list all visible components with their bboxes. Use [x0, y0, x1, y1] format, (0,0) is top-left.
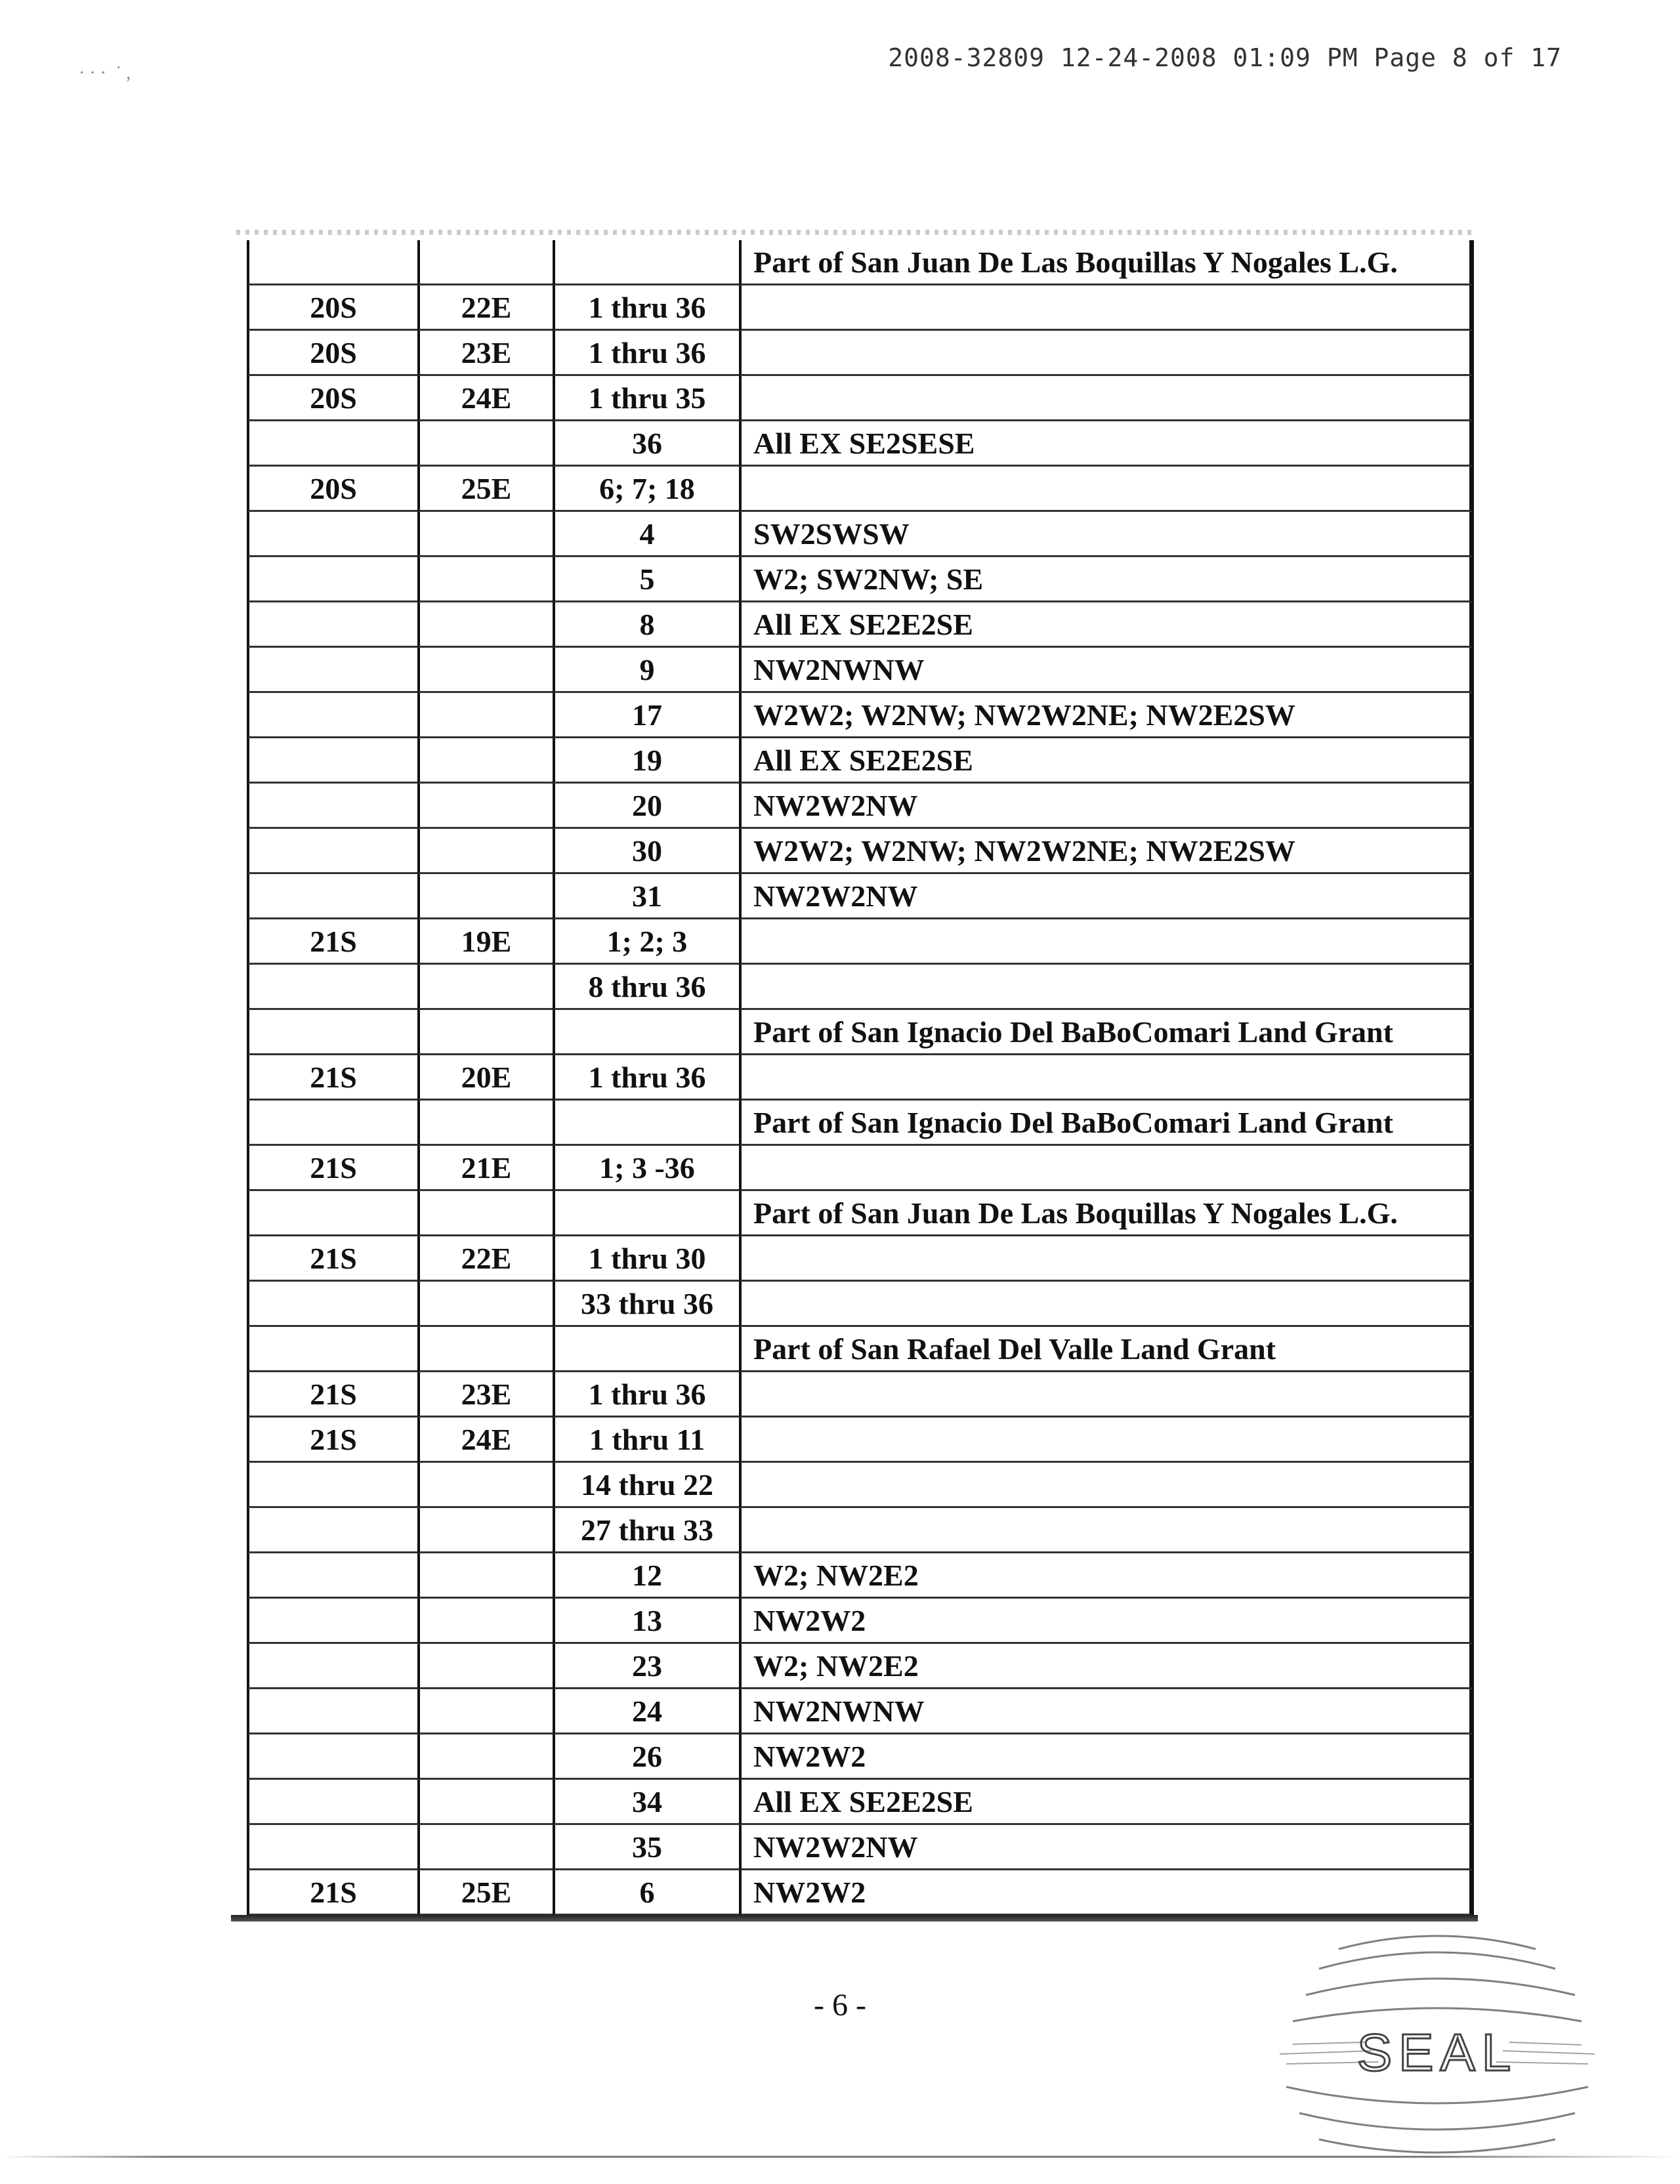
table-row	[247, 1644, 1474, 1689]
table-row	[247, 648, 1474, 693]
table-row	[247, 1780, 1474, 1825]
scan-edge-line	[0, 2156, 1680, 2158]
table-row	[247, 1553, 1474, 1599]
description-cell: W2; NW2E2	[739, 1553, 1474, 1599]
township-cell	[247, 784, 417, 829]
range-cell: 21E	[417, 1146, 553, 1191]
township-cell: 21S	[247, 1372, 417, 1418]
table-row	[247, 1055, 1474, 1101]
sections-cell: 6	[553, 1870, 739, 1916]
township-cell	[247, 965, 417, 1010]
township-cell	[247, 693, 417, 738]
top-dotted-rule	[236, 230, 1477, 235]
township-cell: 20S	[247, 331, 417, 376]
description-cell: NW2NWNW	[739, 1689, 1474, 1734]
township-cell	[247, 1327, 417, 1372]
table-row	[247, 1870, 1474, 1916]
township-cell: 21S	[247, 1146, 417, 1191]
table-row	[247, 1101, 1474, 1146]
sections-cell: 13	[553, 1599, 739, 1644]
table-row	[247, 965, 1474, 1010]
range-cell	[417, 829, 553, 874]
range-cell	[417, 1101, 553, 1146]
sections-cell	[553, 1191, 739, 1236]
range-cell: 19E	[417, 919, 553, 965]
description-cell: NW2W2	[739, 1599, 1474, 1644]
range-cell	[417, 512, 553, 557]
range-cell	[417, 1508, 553, 1553]
description-cell: NW2W2NW	[739, 784, 1474, 829]
sections-cell	[553, 1010, 739, 1055]
range-cell	[417, 240, 553, 285]
township-cell	[247, 1599, 417, 1644]
township-cell	[247, 1644, 417, 1689]
range-cell	[417, 1780, 553, 1825]
sections-cell: 19	[553, 738, 739, 784]
table-row	[247, 738, 1474, 784]
table-row	[247, 512, 1474, 557]
range-cell	[417, 1327, 553, 1372]
township-cell: 20S	[247, 376, 417, 421]
range-cell	[417, 1010, 553, 1055]
table-row	[247, 1010, 1474, 1055]
description-cell: All EX SE2E2SE	[739, 602, 1474, 648]
table-row	[247, 1191, 1474, 1236]
description-cell: W2; NW2E2	[739, 1644, 1474, 1689]
description-cell	[739, 1463, 1474, 1508]
description-cell: Part of San Juan De Las Boquillas Y Nogales L.G.	[739, 240, 1474, 285]
sections-cell: 24	[553, 1689, 739, 1734]
description-cell	[739, 1372, 1474, 1418]
description-cell: All EX SE2E2SE	[739, 1780, 1474, 1825]
range-cell: 24E	[417, 376, 553, 421]
range-cell	[417, 602, 553, 648]
description-cell: W2W2; W2NW; NW2W2NE; NW2E2SW	[739, 693, 1474, 738]
description-cell: NW2NWNW	[739, 648, 1474, 693]
description-cell: Part of San Rafael Del Valle Land Grant	[739, 1327, 1474, 1372]
table-row	[247, 1327, 1474, 1372]
sections-cell: 35	[553, 1825, 739, 1870]
description-cell	[739, 1508, 1474, 1553]
description-cell	[739, 285, 1474, 331]
description-cell: W2; SW2NW; SE	[739, 557, 1474, 602]
notary-seal-stamp	[1267, 1923, 1608, 2172]
table-row	[247, 919, 1474, 965]
township-cell	[247, 1689, 417, 1734]
table-row	[247, 557, 1474, 602]
table-row	[247, 1825, 1474, 1870]
range-cell	[417, 421, 553, 467]
scan-specks: · · · ˙ ,	[79, 63, 131, 83]
township-cell	[247, 1463, 417, 1508]
description-cell	[739, 919, 1474, 965]
township-cell	[247, 602, 417, 648]
sections-cell: 4	[553, 512, 739, 557]
range-cell	[417, 1191, 553, 1236]
township-cell	[247, 874, 417, 919]
table-row	[247, 1146, 1474, 1191]
range-cell	[417, 1463, 553, 1508]
table-row	[247, 1599, 1474, 1644]
sections-cell: 33 thru 36	[553, 1282, 739, 1327]
range-cell	[417, 1734, 553, 1780]
sections-cell: 1 thru 30	[553, 1236, 739, 1282]
township-cell	[247, 240, 417, 285]
sections-cell: 1 thru 36	[553, 1055, 739, 1101]
range-cell	[417, 1644, 553, 1689]
table-row	[247, 1689, 1474, 1734]
range-cell	[417, 1553, 553, 1599]
sections-cell: 31	[553, 874, 739, 919]
table-row	[247, 331, 1474, 376]
sections-cell: 8 thru 36	[553, 965, 739, 1010]
description-cell	[739, 1146, 1474, 1191]
sections-cell: 8	[553, 602, 739, 648]
sections-cell: 34	[553, 1780, 739, 1825]
township-cell	[247, 1191, 417, 1236]
range-cell	[417, 965, 553, 1010]
township-cell	[247, 829, 417, 874]
description-cell	[739, 331, 1474, 376]
township-cell: 21S	[247, 1236, 417, 1282]
description-cell: Part of San Ignacio Del BaBoComari Land Grant	[739, 1101, 1474, 1146]
range-cell	[417, 1689, 553, 1734]
description-cell	[739, 1055, 1474, 1101]
township-cell: 21S	[247, 919, 417, 965]
table-row	[247, 829, 1474, 874]
township-cell	[247, 557, 417, 602]
table-row	[247, 1372, 1474, 1418]
table-row	[247, 874, 1474, 919]
range-cell	[417, 648, 553, 693]
sections-cell: 23	[553, 1644, 739, 1689]
sections-cell: 1 thru 36	[553, 285, 739, 331]
description-cell: All EX SE2E2SE	[739, 738, 1474, 784]
range-cell	[417, 557, 553, 602]
description-cell	[739, 1282, 1474, 1327]
range-cell: 25E	[417, 1870, 553, 1916]
description-cell: NW2W2	[739, 1734, 1474, 1780]
description-cell: NW2W2	[739, 1870, 1474, 1916]
range-cell: 23E	[417, 1372, 553, 1418]
township-cell	[247, 512, 417, 557]
sections-cell: 1 thru 36	[553, 331, 739, 376]
sections-cell	[553, 240, 739, 285]
description-cell	[739, 467, 1474, 512]
range-cell	[417, 874, 553, 919]
township-cell	[247, 648, 417, 693]
range-cell: 24E	[417, 1418, 553, 1463]
sections-cell: 1 thru 36	[553, 1372, 739, 1418]
range-cell	[417, 738, 553, 784]
range-cell: 20E	[417, 1055, 553, 1101]
township-cell: 20S	[247, 285, 417, 331]
table-row	[247, 602, 1474, 648]
township-cell	[247, 1780, 417, 1825]
township-cell: 21S	[247, 1055, 417, 1101]
description-cell: All EX SE2SESE	[739, 421, 1474, 467]
sections-cell: 6; 7; 18	[553, 467, 739, 512]
township-cell: 21S	[247, 1418, 417, 1463]
table-row	[247, 421, 1474, 467]
description-cell: W2W2; W2NW; NW2W2NE; NW2E2SW	[739, 829, 1474, 874]
township-cell	[247, 1734, 417, 1780]
sections-cell: 1 thru 35	[553, 376, 739, 421]
table-row	[247, 693, 1474, 738]
township-cell	[247, 1010, 417, 1055]
table-row	[247, 285, 1474, 331]
sections-cell: 12	[553, 1553, 739, 1599]
table-row	[247, 467, 1474, 512]
table-row	[247, 376, 1474, 421]
sections-cell	[553, 1327, 739, 1372]
fax-header: 2008-32809 12-24-2008 01:09 PM Page 8 of 17	[888, 43, 1562, 72]
sections-cell: 1; 3 -36	[553, 1146, 739, 1191]
township-cell	[247, 738, 417, 784]
range-cell	[417, 784, 553, 829]
table-row	[247, 1734, 1474, 1780]
table-row	[247, 1508, 1474, 1553]
range-cell: 25E	[417, 467, 553, 512]
sections-cell: 9	[553, 648, 739, 693]
range-cell: 22E	[417, 285, 553, 331]
sections-cell: 26	[553, 1734, 739, 1780]
description-cell: Part of San Ignacio Del BaBoComari Land Grant	[739, 1010, 1474, 1055]
sections-cell: 1; 2; 3	[553, 919, 739, 965]
township-cell	[247, 1553, 417, 1599]
sections-cell: 30	[553, 829, 739, 874]
range-cell	[417, 1599, 553, 1644]
range-cell: 22E	[417, 1236, 553, 1282]
township-cell: 20S	[247, 467, 417, 512]
range-cell	[417, 1282, 553, 1327]
table-row	[247, 1282, 1474, 1327]
sections-cell: 1 thru 11	[553, 1418, 739, 1463]
description-cell	[739, 1418, 1474, 1463]
sections-cell: 27 thru 33	[553, 1508, 739, 1553]
township-cell	[247, 421, 417, 467]
range-cell: 23E	[417, 331, 553, 376]
township-cell	[247, 1508, 417, 1553]
description-cell	[739, 376, 1474, 421]
description-cell: NW2W2NW	[739, 874, 1474, 919]
sections-cell: 36	[553, 421, 739, 467]
description-cell: NW2W2NW	[739, 1825, 1474, 1870]
table-bottom-rule	[231, 1915, 1478, 1922]
range-cell	[417, 693, 553, 738]
township-cell	[247, 1282, 417, 1327]
sections-cell: 17	[553, 693, 739, 738]
description-cell	[739, 1236, 1474, 1282]
range-cell	[417, 1825, 553, 1870]
township-cell: 21S	[247, 1870, 417, 1916]
description-cell	[739, 965, 1474, 1010]
sections-cell: 5	[553, 557, 739, 602]
table-row	[247, 240, 1474, 285]
sections-cell: 14 thru 22	[553, 1463, 739, 1508]
seal-text: SEAL	[1356, 2023, 1518, 2082]
table-row	[247, 1463, 1474, 1508]
table-row	[247, 1236, 1474, 1282]
description-cell: SW2SWSW	[739, 512, 1474, 557]
description-cell: Part of San Juan De Las Boquillas Y Nogales L.G.	[739, 1191, 1474, 1236]
sections-cell: 20	[553, 784, 739, 829]
sections-cell	[553, 1101, 739, 1146]
table-row	[247, 1418, 1474, 1463]
page-number: - 6 -	[814, 1988, 866, 2023]
township-cell	[247, 1825, 417, 1870]
township-cell	[247, 1101, 417, 1146]
table-row	[247, 784, 1474, 829]
legal-description-table	[247, 240, 1474, 1916]
